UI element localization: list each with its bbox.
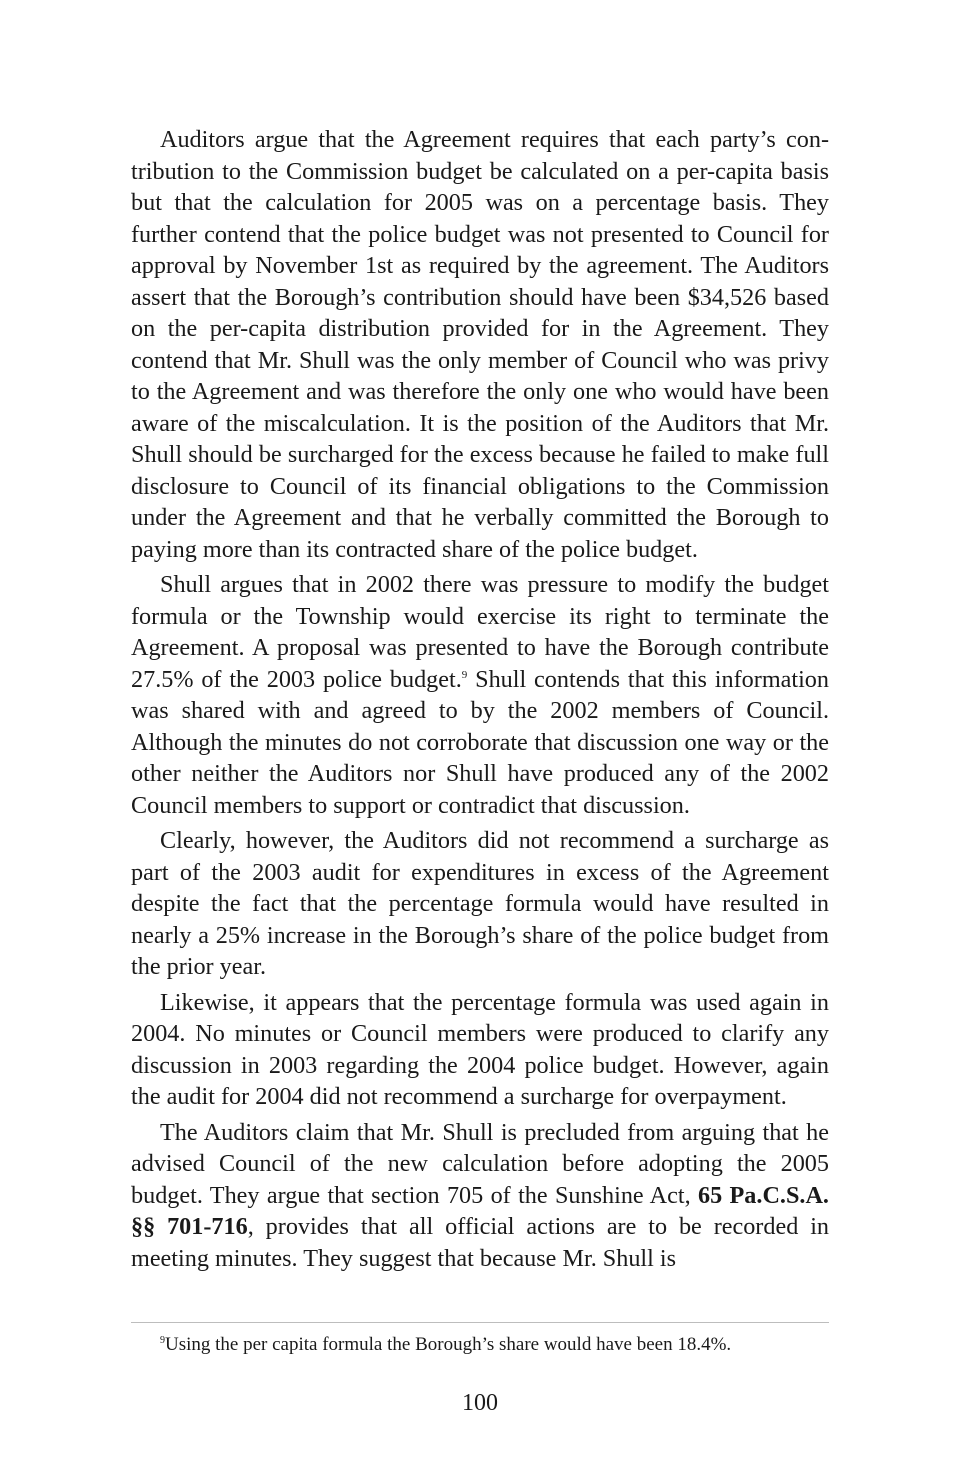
paragraph-text: Shull contends that this information was shared with and agreed to by the 2002 members of Council. Although the minutes do not corroborate that discussion one way or the other neither the Auditors nor Shull have produced any of the 2002 Council members to support or contradict that discussion. [131,665,829,819]
page-body [131,124,829,1274]
footnote-divider [131,1322,829,1323]
paragraph-likewise: Likewise, it appears that the percentage formula was used again in 2004. No minutes or Council members were produced to clarify any discussion in 2003 regarding the 2004 police budget. However, again the audit for 2004 did not recommend a surcharge for overpayment. [131,988,829,1110]
page-number: 100 [462,1390,498,1416]
footnote-marker: 9 [160,1335,165,1346]
paragraph-shull-argues [131,569,829,821]
paragraph-text: The Auditors claim that Mr. Shull is precluded from arguing that he advised Council of the new calculation before adopting the 2005 budget. They argue that section 705 of the Sunshine Act, [131,1118,829,1209]
statute-citation: 65 Pa.C.S.A. §§ 701-716 [131,1181,829,1240]
paragraph-auditors-claim [131,1117,829,1275]
paragraph-auditors-argue: Auditors argue that the Agreement requires that each party’s contribution to the Commission budget be calculated on a per-capita basis but that the calculation for 2005 was on a percentage basis. They further contend that the police budget was not presented to Council for approval by November 1st as required by the agreement. The Auditors assert that the Borough’s contribution should have been $34,526 based on the per-capita distribution provided for in the Agreement. They contend that Mr. Shull was the only member of Council who was privy to the Agreement and was therefore the only one who would have been aware of the miscalculation. It is the position of the Auditors that Mr. Shull should be surcharged for the excess because he failed to make full disclosure to Council of its financial obligations to the Commission under the Agreement and that he verbally committed the Borough to paying more than its contracted share of the police budget. [131,126,829,563]
paragraph-text: Shull argues that in 2002 there was pressure to modify the budget formula or the Township would exercise its right to terminate the Agreement. A proposal was presented to have the Borough contribute 27.5% of the 2003 police budget. [131,571,829,693]
paragraph-text: , provides that all official actions are to be recorded in meeting minutes. They suggest that because Mr. Shull is [131,1213,830,1272]
footnote-text: Using the per capita formula the Borough’s share would have been 18.4%. [165,1334,732,1355]
paragraph-clearly-however: Clearly, however, the Auditors did not recommend a surcharge as part of the 2003 audit for expenditures in excess of the Agreement despite the fact that the percentage formula would have resulted in nearly a 25% increase in the Borough’s share of the police budget from the prior year. [131,827,829,980]
footnote [160,1333,829,1357]
footnote-reference[interactable]: 9 [461,668,468,681]
